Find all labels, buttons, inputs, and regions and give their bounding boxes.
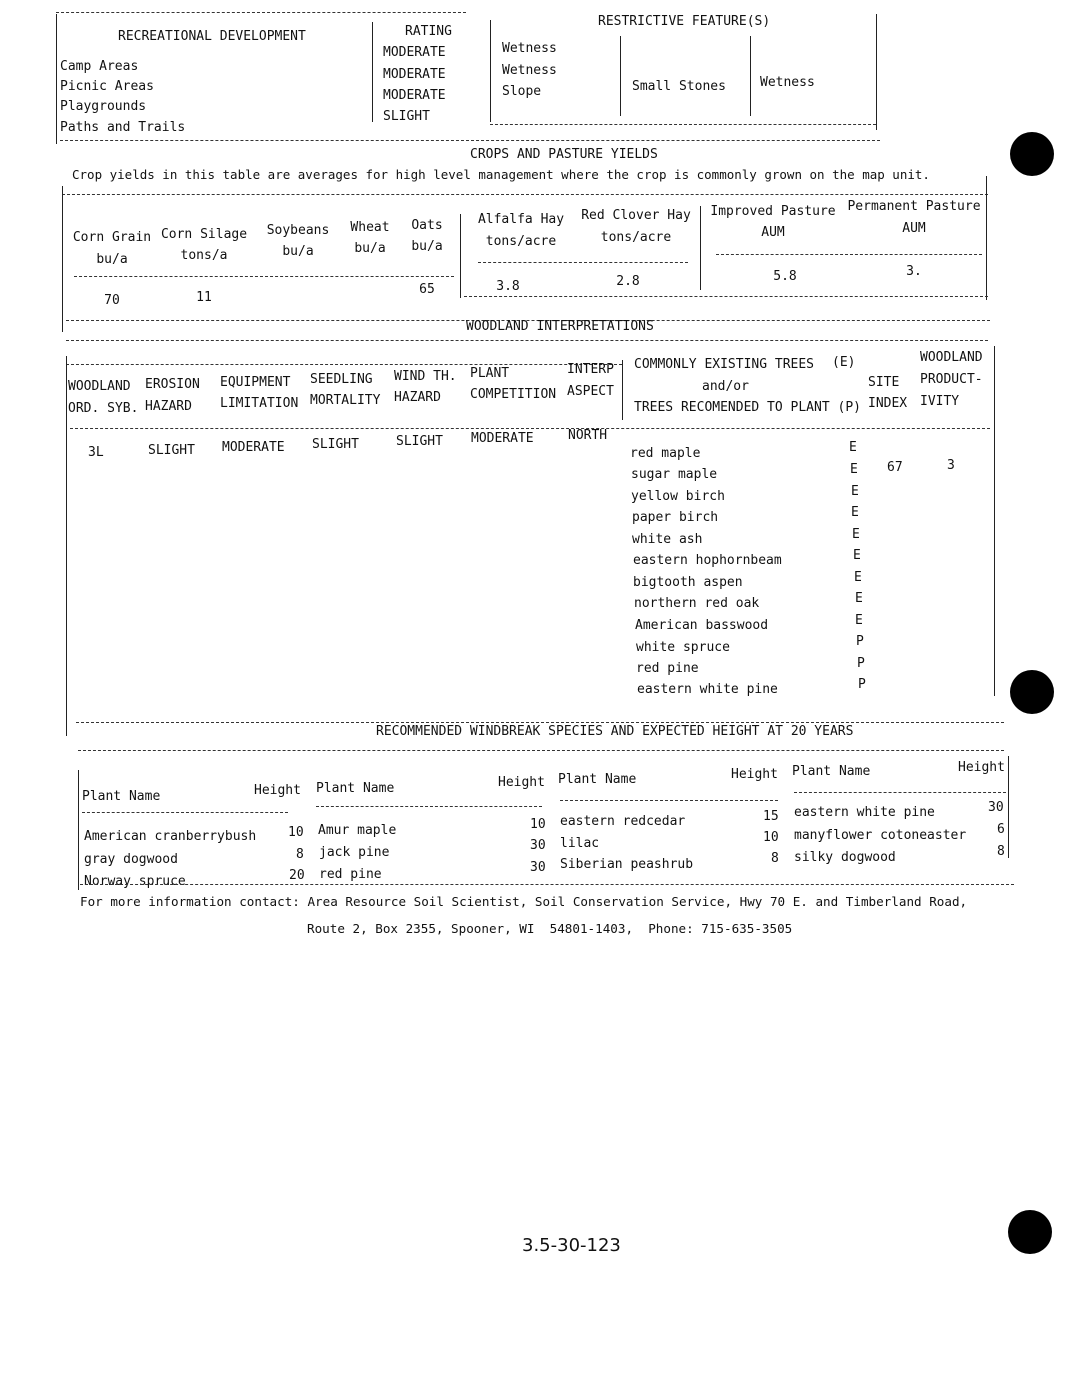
rec-feature-extra-2: Wetness (760, 75, 815, 90)
wl-header-trees-e: (E) (832, 355, 856, 370)
crop-unit-soybeans: bu/a (282, 244, 314, 259)
windbreak-title: RECOMMENDED WINDBREAK SPECIES AND EXPECTED HEIGHT AT 20 YEARS (376, 724, 854, 739)
tree-name: eastern hophornbeam (633, 553, 782, 568)
wb-height: 15 (763, 809, 779, 824)
wb-plant-header-4: Plant Name (792, 764, 871, 779)
tree-name: bigtooth aspen (633, 575, 743, 590)
crop-unit-oats: bu/a (411, 239, 443, 254)
wb-plant: manyflower cotoneaster (794, 828, 967, 843)
rec-rating-3: MODERATE (383, 88, 446, 103)
wl-header-site-2: INDEX (868, 396, 908, 411)
tree-code: P (856, 634, 864, 649)
rec-feature-1: Wetness (502, 41, 557, 56)
wb-height: 30 (530, 860, 546, 875)
wl-wind-value: SLIGHT (396, 434, 443, 449)
wb-plant: American cranberrybush (84, 829, 257, 844)
binder-hole-top (1010, 132, 1054, 176)
wl-header-seedling-1: SEEDLING (310, 372, 373, 387)
wb-plant: eastern white pine (794, 805, 935, 820)
crops-title: CROPS AND PASTURE YIELDS (470, 147, 658, 162)
restrictive-header: RESTRICTIVE FEATURE(S) (598, 14, 771, 29)
wl-plant-value: MODERATE (471, 431, 534, 446)
wl-site-index-value: 67 (887, 460, 903, 475)
wl-erosion-value: SLIGHT (148, 443, 195, 458)
rec-feature-2: Wetness (502, 63, 557, 78)
crop-value-corn-silage: 11 (196, 290, 212, 305)
wl-header-ord-2: ORD. SYB. (68, 401, 139, 416)
contact-line-2: Route 2, Box 2355, Spooner, WI 54801-1403, Phone: 715-635-3505 (307, 921, 793, 936)
crop-header-alfalfa: Alfalfa Hay (477, 212, 565, 227)
crops-note: Crop yields in this table are averages for high level management where the crop is commonly grown on the map unit. (72, 167, 930, 182)
crop-unit-alfalfa: tons/acre (485, 234, 557, 249)
tree-name: white ash (632, 532, 703, 547)
wb-height: 8 (997, 844, 1005, 859)
crop-unit-wheat: bu/a (354, 241, 386, 256)
wb-plant: Siberian peashrub (560, 857, 694, 872)
rating-header: RATING (405, 24, 452, 39)
crop-header-corn-silage: Corn Silage (160, 227, 248, 242)
tree-name: red maple (630, 446, 701, 461)
tree-name: eastern white pine (637, 682, 778, 697)
wl-header-erosion-2: HAZARD (145, 399, 192, 414)
wb-height: 10 (530, 817, 546, 832)
wb-plant-header-3: Plant Name (558, 772, 637, 787)
tree-name: red pine (636, 661, 699, 676)
tree-code: E (849, 440, 857, 455)
wb-height-header-3: Height (731, 767, 778, 782)
wb-height: 10 (763, 830, 779, 845)
crop-header-permanent-pasture: Permanent Pasture (847, 199, 981, 214)
tree-code: E (851, 484, 859, 499)
wl-header-ord-1: WOODLAND (68, 379, 131, 394)
crop-value-alfalfa: 3.8 (496, 279, 520, 294)
rec-rating-2: MODERATE (383, 67, 446, 82)
binder-hole-bottom (1008, 1210, 1052, 1254)
tree-code: E (852, 527, 860, 542)
crop-header-corn-grain: Corn Grain (72, 230, 152, 245)
wl-header-wind-1: WIND TH. (394, 369, 457, 384)
wb-height-header-2: Height (498, 775, 545, 790)
wl-header-trees-2: and/or (702, 379, 749, 394)
crop-value-improved-pasture: 5.8 (773, 269, 797, 284)
wl-header-erosion-1: EROSION (145, 377, 200, 392)
tree-name: paper birch (632, 510, 719, 525)
wl-header-equip-2: LIMITATION (220, 396, 299, 411)
wb-height: 10 (288, 825, 304, 840)
wl-header-wind-2: HAZARD (394, 390, 441, 405)
crop-header-red-clover: Red Clover Hay (581, 208, 691, 223)
rec-use-3: Playgrounds (60, 99, 147, 114)
tree-code: E (850, 462, 858, 477)
page-number: 3.5-30-123 (522, 1235, 621, 1256)
tree-code: E (854, 570, 862, 585)
rec-rating-1: MODERATE (383, 45, 446, 60)
wb-height: 8 (771, 851, 779, 866)
wb-plant: Amur maple (318, 823, 397, 838)
wl-productivity-value: 3 (947, 458, 955, 473)
crop-header-oats: Oats (411, 218, 443, 233)
wb-height: 30 (988, 800, 1004, 815)
wl-header-plant-2: COMPETITION (470, 387, 557, 402)
tree-name: white spruce (636, 640, 730, 655)
crop-unit-red-clover: tons/acre (600, 230, 672, 245)
crop-value-red-clover: 2.8 (616, 274, 640, 289)
wb-plant: silky dogwood (794, 850, 896, 865)
wl-ord-value: 3L (88, 445, 104, 460)
rec-feature-extra-1: Small Stones (632, 79, 726, 94)
wl-header-trees-1: COMMONLY EXISTING TREES (634, 357, 815, 372)
wl-header-prod-2: PRODUCT- (920, 372, 983, 387)
wl-seedling-value: SLIGHT (312, 437, 359, 452)
wb-plant: jack pine (319, 845, 390, 860)
wb-plant-header-2: Plant Name (316, 781, 395, 796)
crop-value-permanent-pasture: 3. (906, 264, 922, 279)
tree-name: northern red oak (634, 596, 760, 611)
contact-line-1: For more information contact: Area Resource Soil Scientist, Soil Conservation Service, Hwy 70 E. and Timberland Road, (80, 894, 968, 909)
wb-height-header-1: Height (254, 783, 301, 798)
tree-name: sugar maple (631, 467, 718, 482)
crop-unit-corn-silage: tons/a (180, 248, 228, 263)
crop-unit-permanent-pasture: AUM (902, 221, 926, 236)
crop-header-soybeans: Soybeans (266, 223, 330, 238)
rec-use-1: Camp Areas (60, 59, 139, 74)
tree-code: E (851, 505, 859, 520)
wb-height-header-4: Height (958, 760, 1005, 775)
wl-header-seedling-2: MORTALITY (310, 393, 381, 408)
wl-header-interp-1: INTERP (567, 362, 614, 377)
wl-equipment-value: MODERATE (222, 440, 285, 455)
wb-plant: red pine (319, 867, 382, 882)
wl-aspect-value: NORTH (568, 428, 608, 443)
binder-hole-middle (1010, 670, 1054, 714)
rec-rating-4: SLIGHT (383, 109, 430, 124)
rec-use-2: Picnic Areas (60, 79, 154, 94)
wl-header-plant-1: PLANT (470, 366, 510, 381)
wl-header-equip-1: EQUIPMENT (220, 375, 291, 390)
tree-code: E (855, 591, 863, 606)
wl-header-interp-2: ASPECT (567, 384, 614, 399)
rec-feature-3: Slope (502, 84, 542, 99)
tree-name: American basswood (635, 618, 769, 633)
rec-use-4: Paths and Trails (60, 120, 186, 135)
wb-height: 6 (997, 822, 1005, 837)
crop-unit-improved-pasture: AUM (761, 225, 785, 240)
wb-height: 8 (296, 847, 304, 862)
wb-height: 20 (289, 868, 305, 883)
wb-plant: Norway spruce (84, 874, 186, 889)
wb-plant-header-1: Plant Name (82, 789, 161, 804)
tree-name: yellow birch (631, 489, 725, 504)
woodland-title: WOODLAND INTERPRETATIONS (466, 319, 654, 334)
wb-plant: eastern redcedar (560, 814, 686, 829)
crop-value-corn-grain: 70 (104, 293, 120, 308)
wb-height: 30 (530, 838, 546, 853)
tree-code: P (857, 656, 865, 671)
wl-header-prod-3: IVITY (920, 394, 960, 409)
wl-header-site-1: SITE (868, 375, 900, 390)
wb-plant: gray dogwood (84, 852, 178, 867)
crop-unit-corn-grain: bu/a (96, 252, 128, 267)
crop-header-wheat: Wheat (350, 220, 390, 235)
crop-value-oats: 65 (419, 282, 435, 297)
tree-code: E (855, 613, 863, 628)
wb-plant: lilac (560, 836, 600, 851)
recreational-title: RECREATIONAL DEVELOPMENT (118, 29, 306, 44)
wl-header-prod-1: WOODLAND (920, 350, 983, 365)
tree-code: P (858, 677, 866, 692)
tree-code: E (853, 548, 861, 563)
crop-header-improved-pasture: Improved Pasture (710, 204, 836, 219)
wl-header-trees-3: TREES RECOMENDED TO PLANT (P) (634, 400, 861, 415)
